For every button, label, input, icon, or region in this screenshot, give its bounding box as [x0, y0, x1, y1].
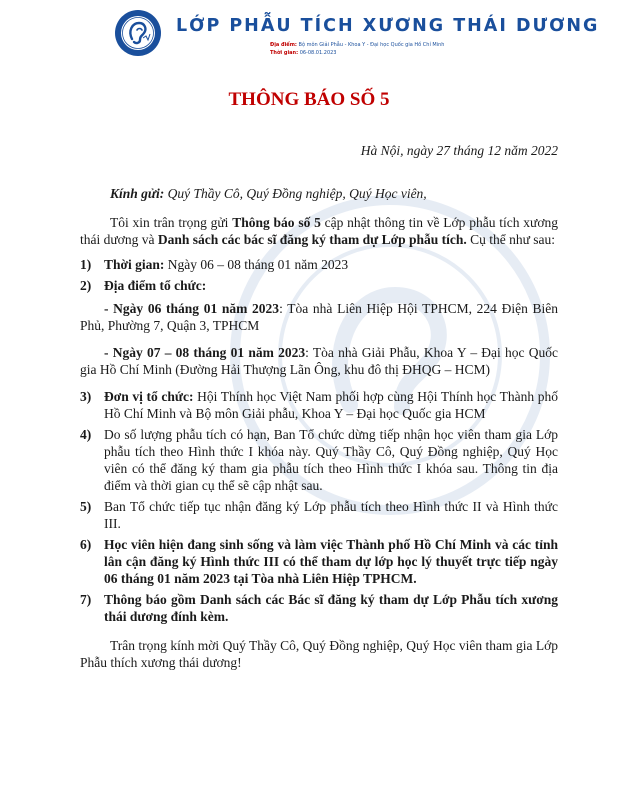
- intro-text: cập nhật thông tin về Lớp phẫu tích xương thái dương và: [80, 215, 558, 247]
- list-item-number: 1): [80, 257, 92, 272]
- intro-bold-list: Danh sách các bác sĩ đăng ký tham dự Lớp phẫu tích.: [157, 232, 467, 247]
- list-item-text: Học viên hiện đang sinh sống và làm việc Thành phố Hồ Chí Minh và các tỉnh lân cận đăng ký Hình thức III có thể tham dự lớp học lý thuyết trực tiếp ngày 06 tháng 01 năm 2023 tại Tòa nhà Liên Hiệp TPHCM.: [104, 537, 558, 586]
- event-location-value: Bộ môn Giải Phẫu - Khoa Y - Đại học Quốc gia Hồ Chí Minh: [298, 42, 445, 48]
- event-location-label: Địa điểm:: [270, 42, 297, 48]
- list-item-number: 3): [80, 389, 92, 404]
- list-item-number: 4): [80, 427, 92, 442]
- venue-day-text: : Tòa nhà Giải Phẫu, Khoa Y – Đại học Quốc gia Hồ Chí Minh (Đường Hải Thượng Lãn Ông, khu đô thị ĐHQG – HCM): [80, 345, 558, 377]
- intro-text: Cụ thể như sau:: [466, 232, 556, 247]
- list-item: [80, 498, 558, 532]
- closing-paragraph: Trân trọng kính mời Quý Thầy Cô, Quý Đồng nghiệp, Quý Học viên tham gia Lớp Phẫu thích xương thái dương!: [80, 638, 558, 670]
- list-item: [80, 591, 558, 625]
- event-location: [270, 42, 444, 48]
- venue-day-1: [80, 300, 558, 334]
- intro-bold-notice: Thông báo số 5: [232, 215, 321, 230]
- list-item-text: Ngày 06 – 08 tháng 01 năm 2023: [164, 257, 349, 272]
- list-item-text: Do số lượng phẫu tích có hạn, Ban Tổ chức dừng tiếp nhận học viên tham gia Lớp phẫu tích theo Hình thức I khóa này. Quý Thầy Cô, Quý Đồng nghiệp, Quý Học viên có thể đăng ký tham gia phẫu tích theo Hình thức I khóa sau. Thông tin địa điểm và thời gian cụ thể sẽ cập nhật sau.: [104, 427, 558, 493]
- list-item-label: Đơn vị tổ chức:: [104, 389, 194, 404]
- letterhead: [0, 0, 618, 70]
- greeting-recipients: Quý Thầy Cô, Quý Đồng nghiệp, Quý Học viên,: [164, 186, 427, 201]
- event-time-value: 06-08.01.2023: [299, 50, 337, 56]
- association-seal-icon: [114, 9, 162, 57]
- intro-paragraph: [80, 214, 558, 248]
- list-item-number: 7): [80, 592, 92, 607]
- list-item-text: Hội Thính học Việt Nam phối hợp cùng Hội Thính học Thành phố Hồ Chí Minh và Bộ môn Giải phẫu, Khoa Y – Đại học Quốc gia HCM: [104, 389, 558, 421]
- event-time-label: Thời gian:: [270, 50, 299, 56]
- list-item-number: 6): [80, 537, 92, 552]
- venue-day-text: : Tòa nhà Liên Hiệp Hội TPHCM, 224 Điện Biên Phủ, Phường 7, Quận 3, TPHCM: [80, 301, 558, 333]
- list-item: [80, 277, 558, 294]
- list-item-number: 5): [80, 499, 92, 514]
- greeting-label: Kính gửi:: [110, 186, 165, 201]
- list-item-text: Thông báo gồm Danh sách các Bác sĩ đăng ký tham dự Lớp Phẫu tích xương thái dương đính kèm.: [104, 592, 558, 624]
- brand-title: LỚP PHẪU TÍCH XƯƠNG THÁI DƯƠNG: [176, 16, 600, 36]
- document-body: [80, 185, 558, 671]
- list-item-label: Thời gian:: [104, 257, 165, 272]
- intro-text: Tôi xin trân trọng gửi: [110, 215, 233, 230]
- list-item-label: Địa điểm tổ chức:: [104, 278, 207, 293]
- venue-day-2: [80, 344, 558, 378]
- list-item: [80, 388, 558, 422]
- list-item-text: Ban Tổ chức tiếp tục nhận đăng ký Lớp phẫu tích theo Hình thức II và Hình thức III.: [104, 499, 558, 531]
- date-line: Hà Nội, ngày 27 tháng 12 năm 2022: [360, 143, 558, 158]
- list-item: [80, 256, 558, 273]
- venue-day-label: - Ngày 06 tháng 01 năm 2023: [104, 301, 280, 316]
- document-title: THÔNG BÁO SỐ 5: [228, 89, 390, 110]
- list-item: [80, 536, 558, 587]
- event-time: [270, 50, 336, 56]
- greeting: [80, 185, 558, 202]
- venue-day-label: - Ngày 07 – 08 tháng 01 năm 2023: [104, 345, 306, 360]
- list-item: [80, 426, 558, 494]
- list-item-number: 2): [80, 278, 92, 293]
- notice-list-continued: [80, 388, 558, 625]
- notice-list: [80, 256, 558, 294]
